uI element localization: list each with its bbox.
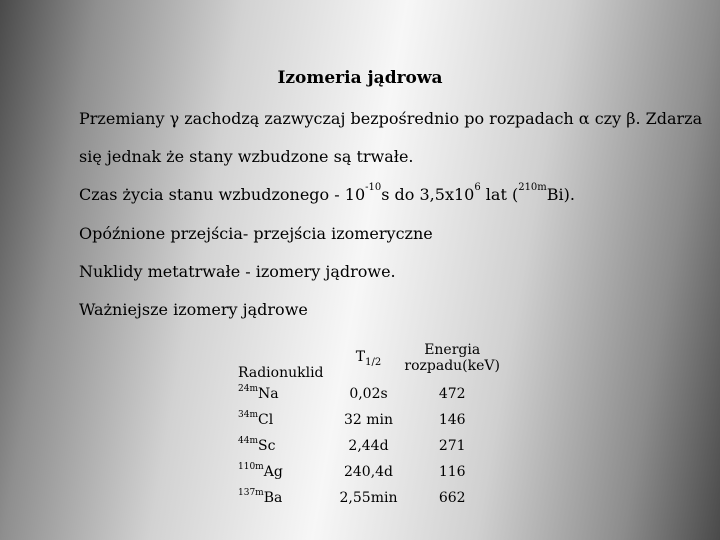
element-symbol: Na — [258, 386, 279, 402]
nuclide-cell — [230, 381, 333, 407]
half-life-cell: 2,44d — [348, 438, 389, 454]
mass-number: 110m — [238, 462, 264, 472]
energy-cell: 271 — [438, 438, 466, 454]
lifetime-text-a: Czas życia stanu wzbudzonego - 10 — [79, 185, 366, 204]
lifetime-text-b: s do 3,5x10 — [381, 185, 475, 204]
page-title: Izomeria jądrowa — [277, 68, 443, 88]
lifetime-text-d: Bi). — [546, 185, 575, 204]
energy-cell: 662 — [438, 490, 466, 506]
half-life-cell: 32 min — [343, 412, 394, 428]
table-row — [230, 381, 500, 407]
element-symbol: Sc — [258, 438, 276, 454]
mass-number: 34m — [238, 410, 258, 420]
isomer-table — [230, 335, 500, 511]
energy-cell: 146 — [438, 412, 466, 428]
element-symbol: Ba — [263, 490, 283, 506]
text-line-4: Opóźnione przejścia- przejścia izomeryczne — [79, 224, 433, 243]
half-life-cell: 240,4d — [343, 464, 394, 480]
text-line-3 — [79, 182, 575, 204]
text-line-2: się jednak że stany wzbudzone są trwałe. — [79, 147, 414, 166]
lifetime-text-c: lat ( — [480, 185, 519, 204]
nuclide-cell — [230, 459, 333, 485]
element-symbol: Ag — [263, 464, 283, 480]
text-line-6: Ważniejsze izomery jądrowe — [79, 300, 308, 319]
mass-number: 137m — [238, 488, 264, 498]
half-life-cell: 2,55min — [339, 490, 398, 506]
header-nuclide: Radionuklid — [238, 365, 324, 381]
mass-number: 44m — [238, 436, 258, 446]
header-energy-line-1: Energia — [424, 342, 481, 358]
nuclide-cell — [230, 485, 333, 511]
lifetime-exponent-1: -10 — [365, 182, 382, 193]
table-row — [230, 407, 500, 433]
energy-cell: 472 — [438, 386, 466, 402]
half-life-subscript: 1/2 — [365, 356, 382, 368]
lifetime-exponent-2: 6 — [474, 182, 481, 193]
nuclide-cell — [230, 407, 333, 433]
text-line-1: Przemiany γ zachodzą zazwyczaj bezpośrednio po rozpadach α czy β. Zdarza — [79, 109, 703, 128]
half-life-cell: 0,02s — [349, 386, 388, 402]
energy-cell: 116 — [438, 464, 466, 480]
half-life-symbol: T — [355, 348, 366, 365]
table-row — [230, 459, 500, 485]
header-energy — [404, 335, 500, 381]
table-row — [230, 485, 500, 511]
element-symbol: Cl — [258, 412, 274, 428]
bismuth-mass-number: 210m — [518, 182, 547, 193]
nuclide-cell — [230, 433, 333, 459]
table-header-row — [230, 335, 500, 381]
table-row — [230, 433, 500, 459]
mass-number: 24m — [238, 384, 258, 394]
header-energy-line-2: rozpadu(keV) — [404, 358, 500, 374]
header-half-life — [333, 335, 405, 381]
text-line-5: Nuklidy metatrwałe - izomery jądrowe. — [79, 262, 396, 281]
